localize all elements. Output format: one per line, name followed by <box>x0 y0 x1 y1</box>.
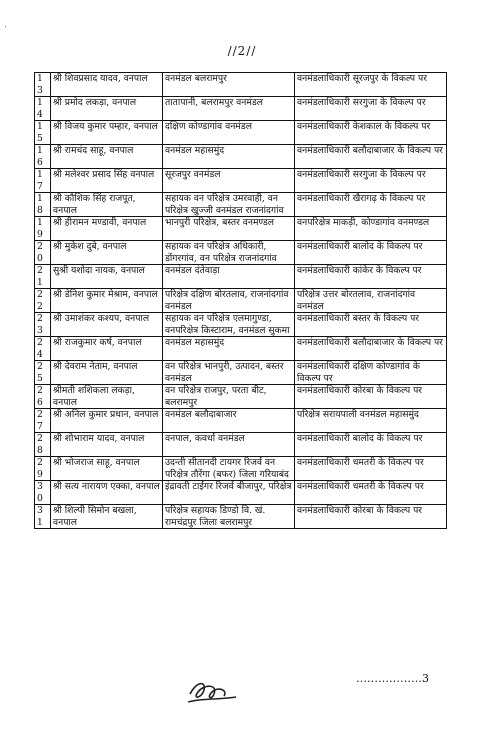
employee-name-cell: श्री प्रमोद लकड़ा, वनपाल <box>51 97 163 121</box>
new-posting-cell: वनमंडलाधिकारी कांकेर के विकल्प पर <box>295 265 447 289</box>
current-posting-cell: परिक्षेत्र सहायक डिण्डो वि. खं. रामचंद्रपुर जिला बलरामपुर <box>163 505 295 529</box>
table-row <box>35 361 447 385</box>
employee-name-cell: श्री शिवप्रसाद यादव, वनपाल <box>51 73 163 97</box>
current-posting-cell: वनमंडल बलौदाबाजार <box>163 409 295 433</box>
current-posting-cell: दक्षिण कोण्डागांव वनमंडल <box>163 121 295 145</box>
current-posting-cell: सहायक वन परिक्षेत्र एलमागुण्डा, वनपरिक्षेत्र किस्टाराम, वनमंडल सुकमा <box>163 313 295 337</box>
table-row <box>35 457 447 481</box>
serial-number-cell: 22 <box>35 289 51 313</box>
serial-number-cell: 27 <box>35 409 51 433</box>
table-row <box>35 73 447 97</box>
table-row <box>35 289 447 313</box>
employee-name-cell: श्री डेनिश कुमार मेश्राम, वनपाल <box>51 289 163 313</box>
serial-number-cell: 24 <box>35 337 51 361</box>
employee-name-cell: श्रीमती शशिकला लकड़ा, वनपाल <box>51 385 163 409</box>
employee-name-cell: श्री राजकुमार कर्ष, वनपाल <box>51 337 163 361</box>
employee-name-cell: श्री विजय कुमार पम्हार, वनपाल <box>51 121 163 145</box>
page-number: //2// <box>227 44 257 58</box>
table-row <box>35 145 447 169</box>
employee-name-cell: श्री उमाशंकर कश्यप, वनपाल <box>51 313 163 337</box>
new-posting-cell: परिक्षेत्र उत्तर बोरतलाव, राजनांदगांव वनमंडल <box>295 289 447 313</box>
table-row <box>35 97 447 121</box>
new-posting-cell: परिक्षेत्र सरायपाली वनमंडल महासमुंद <box>295 409 447 433</box>
page-mark: ॱ <box>4 25 7 35</box>
table-row <box>35 433 447 457</box>
current-posting-cell: तातापानी, बलरामपुर वनमंडल <box>163 97 295 121</box>
current-posting-cell: सूरजपुर वनमंडल <box>163 169 295 193</box>
table-row <box>35 193 447 217</box>
serial-number-cell: 25 <box>35 361 51 385</box>
signature <box>184 676 240 708</box>
transfer-table <box>34 72 447 529</box>
new-posting-cell: वनपरिक्षेत्र माकड़ी, कोण्डागांव वनमण्डल <box>295 217 447 241</box>
employee-name-cell: श्री मुकेश दुबे, वनपाल <box>51 241 163 265</box>
table-row <box>35 337 447 361</box>
employee-name-cell: श्री भोजराज साहू, वनपाल <box>51 457 163 481</box>
table-row <box>35 217 447 241</box>
serial-number-cell: 26 <box>35 385 51 409</box>
serial-number-cell: 17 <box>35 169 51 193</box>
serial-number-cell: 23 <box>35 313 51 337</box>
serial-number-cell: 21 <box>35 265 51 289</box>
current-posting-cell: इंद्रावती टाईगर रिजर्व बीजापुर, परिक्षेत्र <box>163 481 295 505</box>
serial-number-cell: 20 <box>35 241 51 265</box>
current-posting-cell: वनमंडल महासमुंद <box>163 145 295 169</box>
new-posting-cell: वनमंडलाधिकारी कोरबा के विकल्प पर <box>295 505 447 529</box>
current-posting-cell: वनपाल, कवर्धा वनमंडल <box>163 433 295 457</box>
table-row <box>35 241 447 265</box>
current-posting-cell: भानपुरी परिक्षेत्र, बस्तर वनमण्डल <box>163 217 295 241</box>
current-posting-cell: वन परिक्षेत्र राजपुर, परता बीट, बलरामपुर <box>163 385 295 409</box>
serial-number-cell: 19 <box>35 217 51 241</box>
serial-number-cell: 29 <box>35 457 51 481</box>
current-posting-cell: परिक्षेत्र दक्षिण बोरतलाव, राजनांदगांव वनमंडल <box>163 289 295 313</box>
new-posting-cell: वनमंडलाधिकारी सूरजपुर के विकल्प पर <box>295 73 447 97</box>
employee-name-cell: श्री हीरामन मण्डावी, वनपाल <box>51 217 163 241</box>
serial-number-cell: 18 <box>35 193 51 217</box>
serial-number-cell: 31 <box>35 505 51 529</box>
new-posting-cell: वनमंडलाधिकारी दक्षिण कोण्डागांव के विकल्प पर <box>295 361 447 385</box>
employee-name-cell: श्री रामचंद साहू, वनपाल <box>51 145 163 169</box>
current-posting-cell: वनमंडल दंतेवाड़ा <box>163 265 295 289</box>
new-posting-cell: वनमंडलाधिकारी बलौदाबाजार के विकल्प पर <box>295 145 447 169</box>
serial-number-cell: 14 <box>35 97 51 121</box>
new-posting-cell: वनमंडलाधिकारी बालोद के विकल्प पर <box>295 433 447 457</box>
new-posting-cell: वनमंडलाधिकारी धमतरी के विकल्प पर <box>295 481 447 505</box>
new-posting-cell: वनमंडलाधिकारी धमतरी के विकल्प पर <box>295 457 447 481</box>
employee-name-cell: श्री शोभाराम यादव, वनपाल <box>51 433 163 457</box>
new-posting-cell: वनमंडलाधिकारी कोरबा के विकल्प पर <box>295 385 447 409</box>
current-posting-cell: उदन्ती सीतानदी टायगर रिजर्व वन परिक्षेत्र तौरेंगा (बफर) जिला गरियाबंद <box>163 457 295 481</box>
new-posting-cell: वनमंडलाधिकारी खैरागढ़ के विकल्प पर <box>295 193 447 217</box>
employee-name-cell: श्री शिल्पी सिमोन बखला, वनपाल <box>51 505 163 529</box>
current-posting-cell: सहायक वन परिक्षेत्र अधिकारी, डोंगरगांव, वन परिक्षेत्र राजनांदगांव <box>163 241 295 265</box>
new-posting-cell: वनमंडलाधिकारी सरगुजा के विकल्प पर <box>295 169 447 193</box>
serial-number-cell: 13 <box>35 73 51 97</box>
table-row <box>35 505 447 529</box>
new-posting-cell: वनमंडलाधिकारी बालोद के विकल्प पर <box>295 241 447 265</box>
table-row <box>35 169 447 193</box>
serial-number-cell: 28 <box>35 433 51 457</box>
current-posting-cell: वन परिक्षेत्र भानपुरी, उत्पादन, बस्तर वनमंडल <box>163 361 295 385</box>
employee-name-cell: श्री मलेश्वर प्रसाद सिंह वनपाल <box>51 169 163 193</box>
table-row <box>35 121 447 145</box>
table-row <box>35 385 447 409</box>
serial-number-cell: 16 <box>35 145 51 169</box>
employee-name-cell: श्री कौशिक सिंह राजपूत, वनपाल <box>51 193 163 217</box>
new-posting-cell: वनमंडलाधिकारी सरगुजा के विकल्प पर <box>295 97 447 121</box>
table-row <box>35 265 447 289</box>
new-posting-cell: वनमंडलाधिकारी बलौदाबाजार के विकल्प पर <box>295 337 447 361</box>
table-row <box>35 313 447 337</box>
table-row <box>35 409 447 433</box>
next-page-indicator: ………………3 <box>356 672 429 685</box>
employee-name-cell: श्री सत्य नारायण एक्का, वनपाल <box>51 481 163 505</box>
table-row <box>35 481 447 505</box>
employee-name-cell: श्री देवराम नेताम, वनपाल <box>51 361 163 385</box>
new-posting-cell: वनमंडलाधिकारी बस्तर के विकल्प पर <box>295 313 447 337</box>
new-posting-cell: वनमंडलाधिकारी केशकाल के विकल्प पर <box>295 121 447 145</box>
current-posting-cell: सहायक वन परिक्षेत्र उमरवाही, वन परिक्षेत्र खुज्जी वनमंडल राजनांदगांव <box>163 193 295 217</box>
employee-name-cell: सुश्री यशोदा नायक, वनपाल <box>51 265 163 289</box>
serial-number-cell: 30 <box>35 481 51 505</box>
serial-number-cell: 15 <box>35 121 51 145</box>
current-posting-cell: वनमंडल बलरामपुर <box>163 73 295 97</box>
current-posting-cell: वनमंडल महासमुंद <box>163 337 295 361</box>
employee-name-cell: श्री अनिल कुमार प्रधान, वनपाल <box>51 409 163 433</box>
